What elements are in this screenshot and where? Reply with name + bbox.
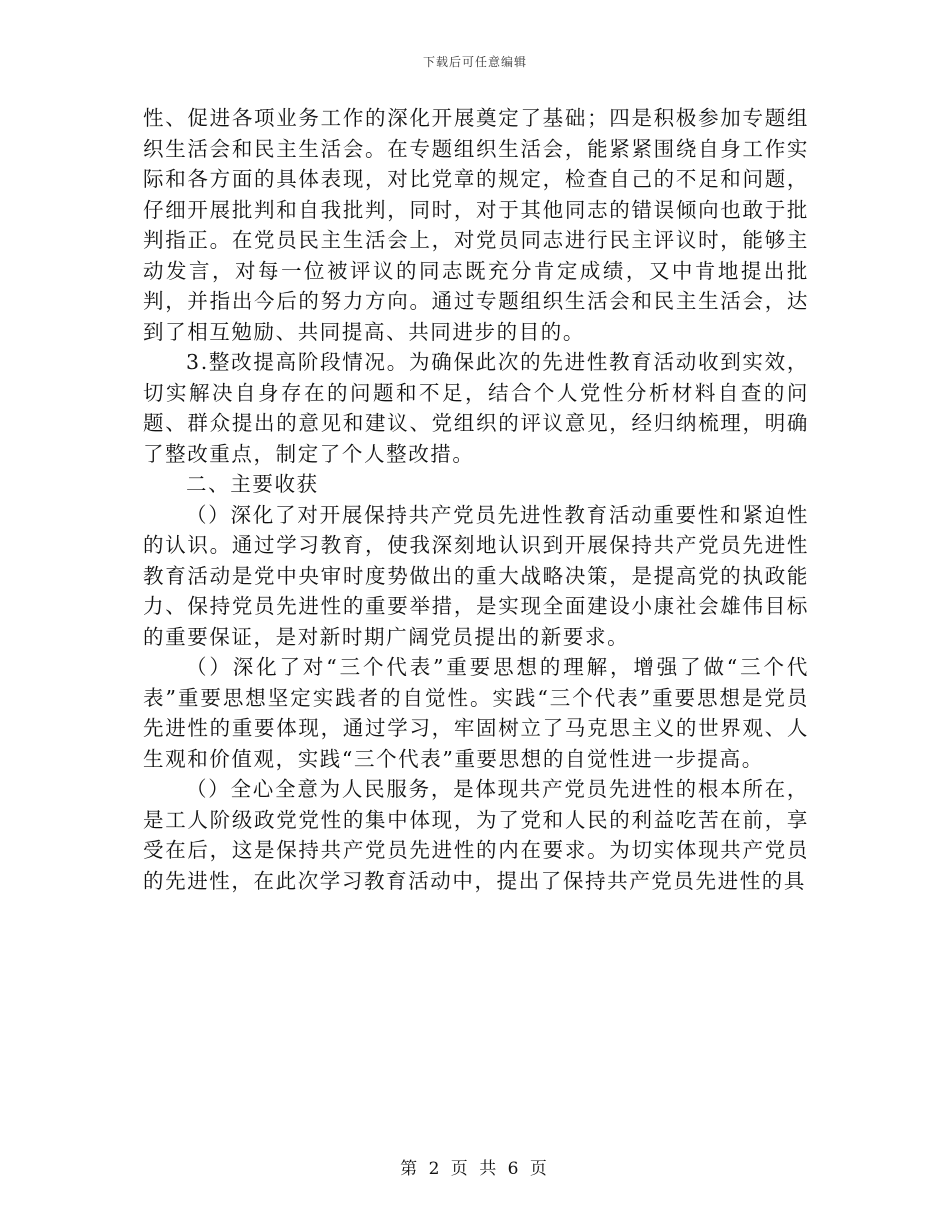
paragraph-1: 性、促进各项业务工作的深化开展奠定了基础；四是积极参加专题组织生活会和民主生活会。在专题组织生活会，能紧紧围绕自身工作实际和各方面的具体表现，对比党章的规定，检查自己的不足和问题，仔细开展批判和自我批判，同时，对于其他同志的错误倾向也敢于批判指正。在党员民主生活会上，对党员同志进行民主评议时，能够主动发言，对每一位被评议的同志既充分肯定成绩，又中肯地提出批判，并指出今后的努力方向。通过专题组织生活会和民主生活会，达到了相互勉励、共同提高、共同进步的目的。: [143, 106, 809, 344]
paragraph-4: （）深化了对“三个代表”重要思想的理解，增强了做“三个代表”重要思想坚定实践者的自觉性。实践“三个代表”重要思想是党员先进性的重要体现，通过学习，牢固树立了马克思主义的世界观、人生观和价值观，实践“三个代表”重要思想的自觉性进一步提高。: [143, 655, 809, 771]
paragraph-3: （）深化了对开展保持共产党员先进性教育活动重要性和紧迫性的认识。通过学习教育，使我深刻地认识到开展保持共产党员先进性教育活动是党中央审时度势做出的重大战略决策，是提高党的执政能力、保持党员先进性的重要举措，是实现全面建设小康社会雄伟目标的重要保证，是对新时期广阔党员提出的新要求。: [143, 502, 809, 649]
paragraph-2: 3.整改提高阶段情况。为确保此次的先进性教育活动收到实效，切实解决自身存在的问题和不足，结合个人党性分析材料自查的问题、群众提出的意见和建议、党组织的评议意见，经归纳梳理，明确了整改重点，制定了个人整改措。: [143, 350, 809, 466]
page-number: 第 2 页 共 6 页: [400, 1159, 550, 1179]
page-header: 下载后可任意编辑: [422, 55, 527, 69]
document-body: [143, 103, 809, 896]
section-heading: 二、主要收获: [186, 472, 319, 496]
paragraph-5: （）全心全意为人民服务，是体现共产党员先进性的根本所在，是工人阶级政党党性的集中体现，为了党和人民的利益吃苦在前，享受在后，这是保持共产党员先进性的内在要求。为切实体现共产党员的先进性，在此次学习教育活动中，提出了保持共产党员先进性的具: [143, 777, 809, 893]
